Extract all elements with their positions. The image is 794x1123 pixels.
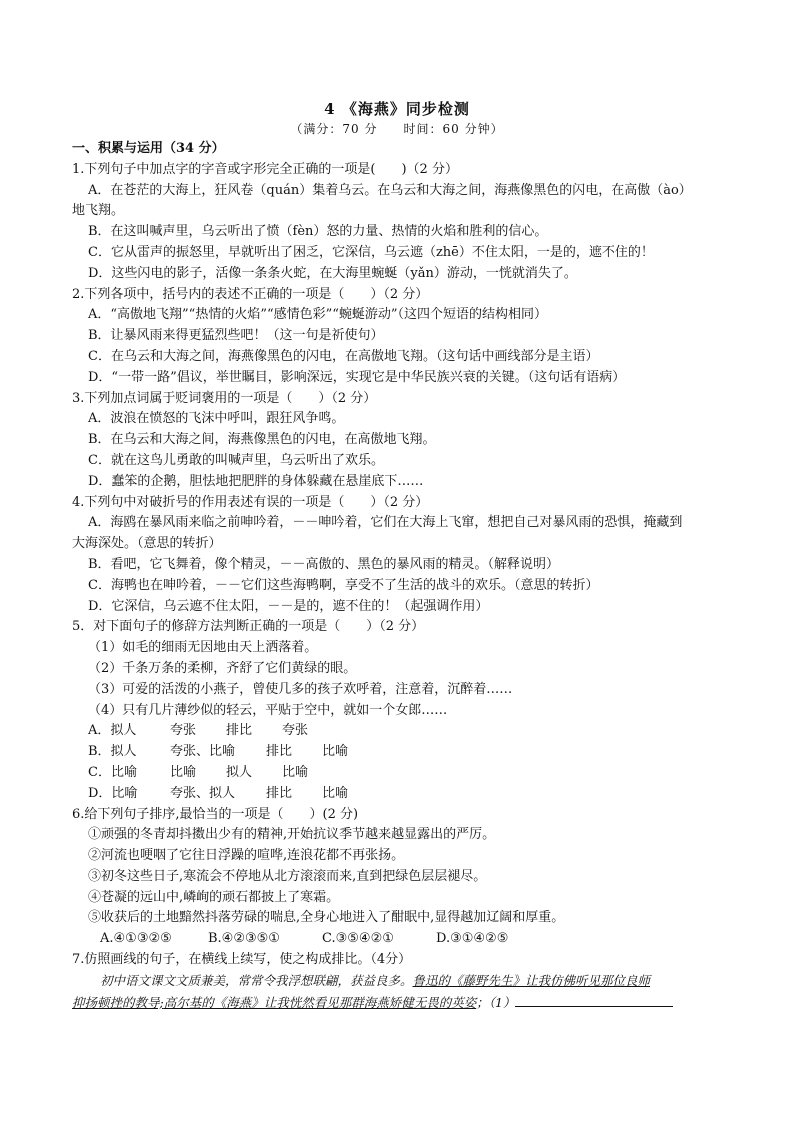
blank-label: ；（1） xyxy=(476,994,516,1010)
question-2-option-b: B．让暴风雨来得更猛烈些吧！（这一句是祈使句） xyxy=(88,328,384,344)
question-5-option-b xyxy=(72,742,732,763)
option-c: C.③⑤④②① xyxy=(322,931,394,947)
option-label: C．比喻 xyxy=(88,764,137,780)
question-2-stem: 2.下列各项中，括号内的表述不正确的一项是（ ）（2 分） xyxy=(72,286,429,302)
question-7-passage-line-2 xyxy=(72,992,732,1014)
option-value: 夸张、比喻 xyxy=(170,744,236,760)
underlined-sentence-cont: 抑扬顿挫的教导; xyxy=(72,994,164,1010)
page-subtitle: （满分：70 分 时间：60 分钟） xyxy=(290,122,504,136)
question-3-option-a: A．波浪在愤怒的飞沫中呼叫，跟狂风争鸣。 xyxy=(88,411,345,427)
question-4-option-a: A．海鸥在暴风雨来临之前呻吟着，－－呻吟着，它们在大海上飞窜，想把自己对暴风雨的恐惧，掩藏到 xyxy=(88,515,683,531)
question-5-sentence-2: （2）千条万条的柔柳，齐舒了它们黄绿的眼。 xyxy=(88,660,357,676)
question-1-option-d: D．这些闪电的影子，活像一条条火蛇，在大海里蜿蜒（yǎn）游动，一恍就消失了。 xyxy=(88,265,577,281)
passage-text: 初中语文课文文质兼美，常常令我浮想联翩，获益良多。 xyxy=(100,972,413,988)
question-5-sentence-1: （1）如毛的细雨无因地由天上洒落着。 xyxy=(88,640,318,656)
question-3-stem: 3.下列加点词属于贬词褒用的一项是（ ）（2 分） xyxy=(72,390,377,406)
question-4-option-c: C．海鸭也在呻吟着，－－它们这些海鸭啊，享受不了生活的战斗的欢乐。（意思的转折） xyxy=(88,577,599,593)
option-value: 拟人 xyxy=(226,764,253,780)
question-3-option-b: B．在乌云和大海之间，海燕像黑色的闪电，在高傲地飞翔。 xyxy=(88,432,436,448)
question-2-option-a: A．“高傲地飞翔”“热情的火焰”“感情色彩”“蜿蜒游动”（这四个短语的结构相同） xyxy=(88,307,548,323)
question-5-sentence-3: （3）可爱的活泼的小燕子，曾使几多的孩子欢呼着，注意着，沉醉着…… xyxy=(88,681,513,697)
underlined-sentence-2: 高尔基的《海燕》让我恍然看见那群海燕矫健无畏的英姿 xyxy=(163,994,477,1010)
question-5-option-d xyxy=(72,784,732,805)
question-6-sentence-2: ②河流也哽咽了它往日浮躁的喧哗,连浪花都不再张扬。 xyxy=(88,848,405,864)
option-value: 比喻 xyxy=(282,764,309,780)
option-label: A．拟人 xyxy=(88,723,137,739)
option-value: 排比 xyxy=(266,744,293,760)
option-value: 比喻 xyxy=(322,785,349,801)
question-6-sentence-4: ④苍凝的远山中,嶙峋的顽石都披上了寒霜。 xyxy=(88,889,340,905)
section-heading: 一、积累与运用（34 分） xyxy=(72,141,225,156)
question-6-sentence-5: ⑤收获后的土地黯然抖落劳碌的喘息,全身心地进入了酣眠中,显得越加辽阔和厚重。 xyxy=(88,910,565,926)
question-5-option-a xyxy=(72,721,732,742)
question-5-sentence-4: （4）只有几片薄纱似的轻云，平贴于空中，就如一个女郎…… xyxy=(88,702,448,718)
question-7-stem: 7.仿照画线的句子，在横线上续写，使之构成排比。（4分） xyxy=(72,952,412,968)
question-5-option-c xyxy=(72,763,732,784)
question-6-stem: 6.给下列句子排序,最恰当的一项是（ ）(2 分) xyxy=(72,806,359,822)
answer-blank[interactable] xyxy=(515,992,673,1007)
question-3-option-d: D．蠢笨的企鹅，胆怯地把肥胖的身体躲藏在悬崖底下…… xyxy=(88,473,424,489)
option-value: 排比 xyxy=(266,785,293,801)
option-label: B．拟人 xyxy=(88,744,137,760)
question-6-sentence-3: ③初冬这些日子,寒流会不停地从北方滚滚而来,直到把绿色层层褪尽。 xyxy=(88,868,487,884)
question-4-option-a-cont: 大海深处。（意思的转折） xyxy=(72,536,222,552)
question-4-option-b: B．看吧，它飞舞着，像个精灵，－－高傲的、黑色的暴风雨的精灵。（解释说明） xyxy=(88,556,560,572)
question-1-option-b: B．在这叫喊声里，乌云听出了愤（fèn）怒的力量、热情的火焰和胜利的信心。 xyxy=(88,224,548,240)
page-title: 4 《海燕》同步检测 xyxy=(324,100,470,118)
question-6-options xyxy=(72,929,732,950)
question-2-option-c: C．在乌云和大海之间，海燕像黑色的闪电，在高傲地飞翔。（这句话中画线部分是主语） xyxy=(88,348,599,364)
option-value: 夸张 xyxy=(282,723,309,739)
option-value: 排比 xyxy=(226,723,253,739)
question-1-option-a-cont: 地飞翔。 xyxy=(72,203,125,219)
question-1-stem: 1.下列句子中加点字的字音或字形完全正确的一项是( )（2 分） xyxy=(72,161,458,177)
option-d: D.③①④②⑤ xyxy=(436,931,509,947)
option-value: 比喻 xyxy=(322,744,349,760)
question-1-option-c: C．它从雷声的振怒里，早就听出了困乏，它深信，乌云遮（zhē）不住太阳，一是的，遮不住的！ xyxy=(88,244,654,260)
question-3-option-c: C．就在这鸟儿勇敢的叫喊声里，乌云听出了欢乐。 xyxy=(88,452,384,468)
underlined-sentence: 鲁迅的《藤野先生》让我仿佛听见那位良师 xyxy=(412,972,651,988)
option-value: 夸张 xyxy=(170,723,197,739)
option-label: D．比喻 xyxy=(88,785,138,801)
option-b: B.④②③⑤① xyxy=(208,931,280,947)
question-4-stem: 4.下列句中对破折号的作用表述有误的一项是（ ）（2 分） xyxy=(72,494,429,510)
question-1-option-a: A．在苍茫的大海上，狂风卷（quán）集着乌云。在乌云和大海之间，海燕像黑色的闪电，在高傲（ào） xyxy=(88,182,692,198)
question-7-passage-line-1 xyxy=(72,971,732,992)
question-4-option-d: D．它深信，乌云遮不住太阳，－－是的，遮不住的！（起强调作用） xyxy=(88,598,489,614)
option-a: A.④①③②⑤ xyxy=(100,931,172,947)
exam-content xyxy=(72,139,732,1013)
question-6-sentence-1: ①顽强的冬青却抖擞出少有的精神,开始抗议季节越来越显露出的严厉。 xyxy=(88,827,496,843)
question-2-option-d: D．“一带一路”倡议，举世瞩目，影响深远，实现它是中华民族兴衰的关键。（这句话有语病） xyxy=(88,369,626,385)
question-5-stem: 5．对下面句子的修辞方法判断正确的一项是（ ）（2 分） xyxy=(72,619,425,635)
option-value: 夸张、拟人 xyxy=(170,785,236,801)
option-value: 比喻 xyxy=(170,764,197,780)
